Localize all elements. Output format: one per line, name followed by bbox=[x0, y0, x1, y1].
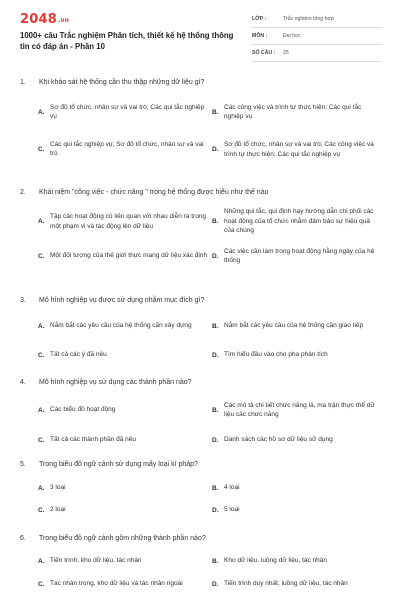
logo-text: 2048 bbox=[20, 12, 57, 27]
option-text: Các biểu đồ hoạt động bbox=[50, 406, 116, 414]
option-d[interactable] bbox=[212, 135, 382, 164]
question-text: Mô hình nghiệp vụ sử dụng các thành phần nào? bbox=[39, 379, 192, 386]
question-header bbox=[20, 460, 369, 469]
option-a[interactable] bbox=[38, 316, 208, 336]
option-a[interactable] bbox=[38, 404, 208, 416]
option-letter: C. bbox=[38, 351, 45, 359]
option-text: Các qui tắc nghiệp vụ; Sơ đồ tổ chức, nhân sự và vai trò bbox=[50, 140, 204, 157]
option-b[interactable] bbox=[212, 482, 382, 494]
option-a[interactable] bbox=[38, 207, 208, 236]
option-text: 4 loại bbox=[224, 484, 240, 492]
option-text: Sơ đồ tổ chức, nhân sự và vai trò; Các qui tắc nghiệp vụ bbox=[50, 103, 205, 120]
option-text: Các việc cần làm trong hoạt động hằng ngày của hệ thống bbox=[224, 247, 375, 264]
question-header bbox=[20, 188, 369, 197]
option-text: Tất cả các thành phần đã nêu bbox=[50, 436, 137, 444]
option-text: Kho dữ liệu, luồng dữ liệu, tác nhân bbox=[224, 557, 328, 565]
option-text: Những qui tắc, qui định hay hướng dẫn chi phối các hoạt động của tổ chức nhằm đảm bảo sự hiệu quả của chúng bbox=[224, 208, 374, 235]
option-text: Các mô tả chi tiết chức năng lá, ma trận thực thể dữ liệu các chức năng bbox=[224, 401, 375, 418]
option-text: Nắm bắt các yêu cầu của hệ thống cần xây dựng bbox=[50, 322, 192, 330]
option-c[interactable] bbox=[38, 246, 208, 266]
question-header bbox=[20, 296, 369, 305]
meta-value: 25 bbox=[283, 50, 289, 56]
option-c[interactable] bbox=[38, 504, 208, 516]
option-text: 5 loại bbox=[224, 506, 240, 514]
option-letter: D. bbox=[212, 506, 219, 514]
option-letter: A. bbox=[38, 218, 45, 225]
option-d[interactable] bbox=[212, 246, 382, 266]
meta-value: Đại học bbox=[283, 33, 301, 39]
option-letter: C. bbox=[38, 506, 45, 514]
option-letter: C. bbox=[38, 580, 45, 588]
option-text: Tiến trình duy nhất, luồng dữ liệu, tác nhân bbox=[224, 580, 348, 588]
option-d[interactable] bbox=[212, 578, 382, 590]
option-text: Một đối tượng của thế giới thực mang dữ liệu xác định bbox=[50, 252, 208, 260]
option-letter: B. bbox=[212, 557, 219, 565]
question-text: Khi khảo sát hệ thống cần thu thập những dữ liệu gì? bbox=[39, 79, 205, 86]
option-text: Các công việc và trình tự thực hiện; Các qui tắc nghiệp vụ bbox=[224, 103, 362, 120]
option-text: Tìm hiểu đầu vào cho pha phân tích bbox=[224, 351, 328, 359]
option-letter: B. bbox=[212, 484, 219, 492]
option-letter: A. bbox=[38, 322, 45, 330]
option-letter: B. bbox=[212, 108, 219, 116]
option-text: Tiến trình, kho dữ liệu, tác nhân bbox=[50, 557, 142, 565]
question-text: Mô hình nghiệp vụ được sử dụng nhằm mục đích gì? bbox=[39, 297, 205, 304]
option-letter: C. bbox=[38, 436, 45, 444]
question-header bbox=[20, 378, 369, 387]
question-header bbox=[20, 534, 369, 543]
option-letter: B. bbox=[212, 406, 219, 414]
option-text: 3 loại bbox=[50, 484, 66, 492]
meta-label: MÔN : bbox=[252, 33, 268, 39]
option-letter: D. bbox=[212, 580, 219, 588]
meta-label: LỚP : bbox=[252, 16, 267, 22]
option-letter: C. bbox=[38, 252, 45, 260]
page-title: 1000+ câu Trắc nghiệm Phân tích, thiết kế hệ thống thông tin có đáp án - Phần 10 bbox=[20, 31, 234, 51]
option-c[interactable] bbox=[38, 434, 208, 446]
question-number: 5. bbox=[20, 461, 26, 468]
option-letter: C. bbox=[38, 145, 45, 153]
option-letter: D. bbox=[212, 146, 219, 153]
option-letter: D. bbox=[212, 252, 219, 260]
meta-row-class bbox=[252, 11, 382, 28]
logo-suffix: .vn bbox=[57, 17, 70, 24]
question-number: 1. bbox=[20, 79, 26, 86]
meta-row-count bbox=[252, 45, 382, 62]
option-letter: A. bbox=[38, 557, 45, 565]
option-letter: D. bbox=[212, 351, 219, 359]
question-number: 3. bbox=[20, 297, 26, 304]
option-d[interactable] bbox=[212, 349, 382, 361]
question-text: Trong biểu đồ ngữ cảnh sử dụng mấy loại kí pháp? bbox=[39, 461, 198, 468]
question-text: Khái niệm "công việc - chức năng " trong hệ thống được hiểu như thế nào bbox=[39, 189, 269, 196]
option-a[interactable] bbox=[38, 555, 208, 567]
meta-info bbox=[252, 11, 382, 62]
meta-row-subject bbox=[252, 28, 382, 45]
option-letter: B. bbox=[212, 322, 219, 330]
option-b[interactable] bbox=[212, 555, 382, 567]
option-letter: A. bbox=[38, 108, 45, 116]
option-c[interactable] bbox=[38, 574, 208, 594]
question-text: Trong biểu đồ ngữ cảnh gồm những thành phần nào? bbox=[39, 535, 206, 542]
question-number: 4. bbox=[20, 379, 26, 386]
option-letter: A. bbox=[38, 484, 45, 492]
option-d[interactable] bbox=[212, 504, 382, 516]
option-letter: B. bbox=[212, 218, 219, 225]
header bbox=[0, 0, 400, 62]
option-text: Tất cả các ý đã nêu bbox=[50, 351, 107, 359]
option-text: Tập các hoạt động có liên quan với nhau diễn ra trong một phạm vi và tác động lên dữ liệu bbox=[50, 213, 207, 230]
option-b[interactable] bbox=[212, 207, 382, 236]
question-number: 6. bbox=[20, 535, 26, 542]
option-c[interactable] bbox=[38, 139, 208, 159]
option-b[interactable] bbox=[212, 400, 382, 420]
option-a[interactable] bbox=[38, 482, 208, 494]
option-text: Tác nhân trong, kho dữ liệu và tác nhân ngoài bbox=[50, 580, 183, 588]
meta-label: SỐ CÂU : bbox=[252, 50, 276, 56]
option-d[interactable] bbox=[212, 434, 382, 446]
meta-value: Trắc nghiệm tổng hợp bbox=[283, 16, 334, 22]
option-a[interactable] bbox=[38, 102, 208, 122]
option-text: Danh sách các hồ sơ dữ liệu sử dụng bbox=[224, 436, 333, 444]
option-c[interactable] bbox=[38, 349, 208, 361]
question-number: 2. bbox=[20, 189, 26, 196]
option-b[interactable] bbox=[212, 316, 382, 336]
question-header bbox=[20, 78, 369, 87]
option-letter: A. bbox=[38, 406, 45, 414]
option-letter: D. bbox=[212, 436, 219, 444]
site-logo[interactable] bbox=[20, 12, 69, 27]
option-text: Nắm bắt các yêu cầu của hệ thống cần giao tiếp bbox=[224, 322, 364, 330]
option-text: 2 loại bbox=[50, 506, 66, 514]
option-text: Sơ đồ tổ chức, nhân sự và vai trò; Các công việc và trình tự thực hiện; Các qui tắc nghiệp vụ bbox=[224, 141, 374, 158]
option-b[interactable] bbox=[212, 102, 382, 122]
